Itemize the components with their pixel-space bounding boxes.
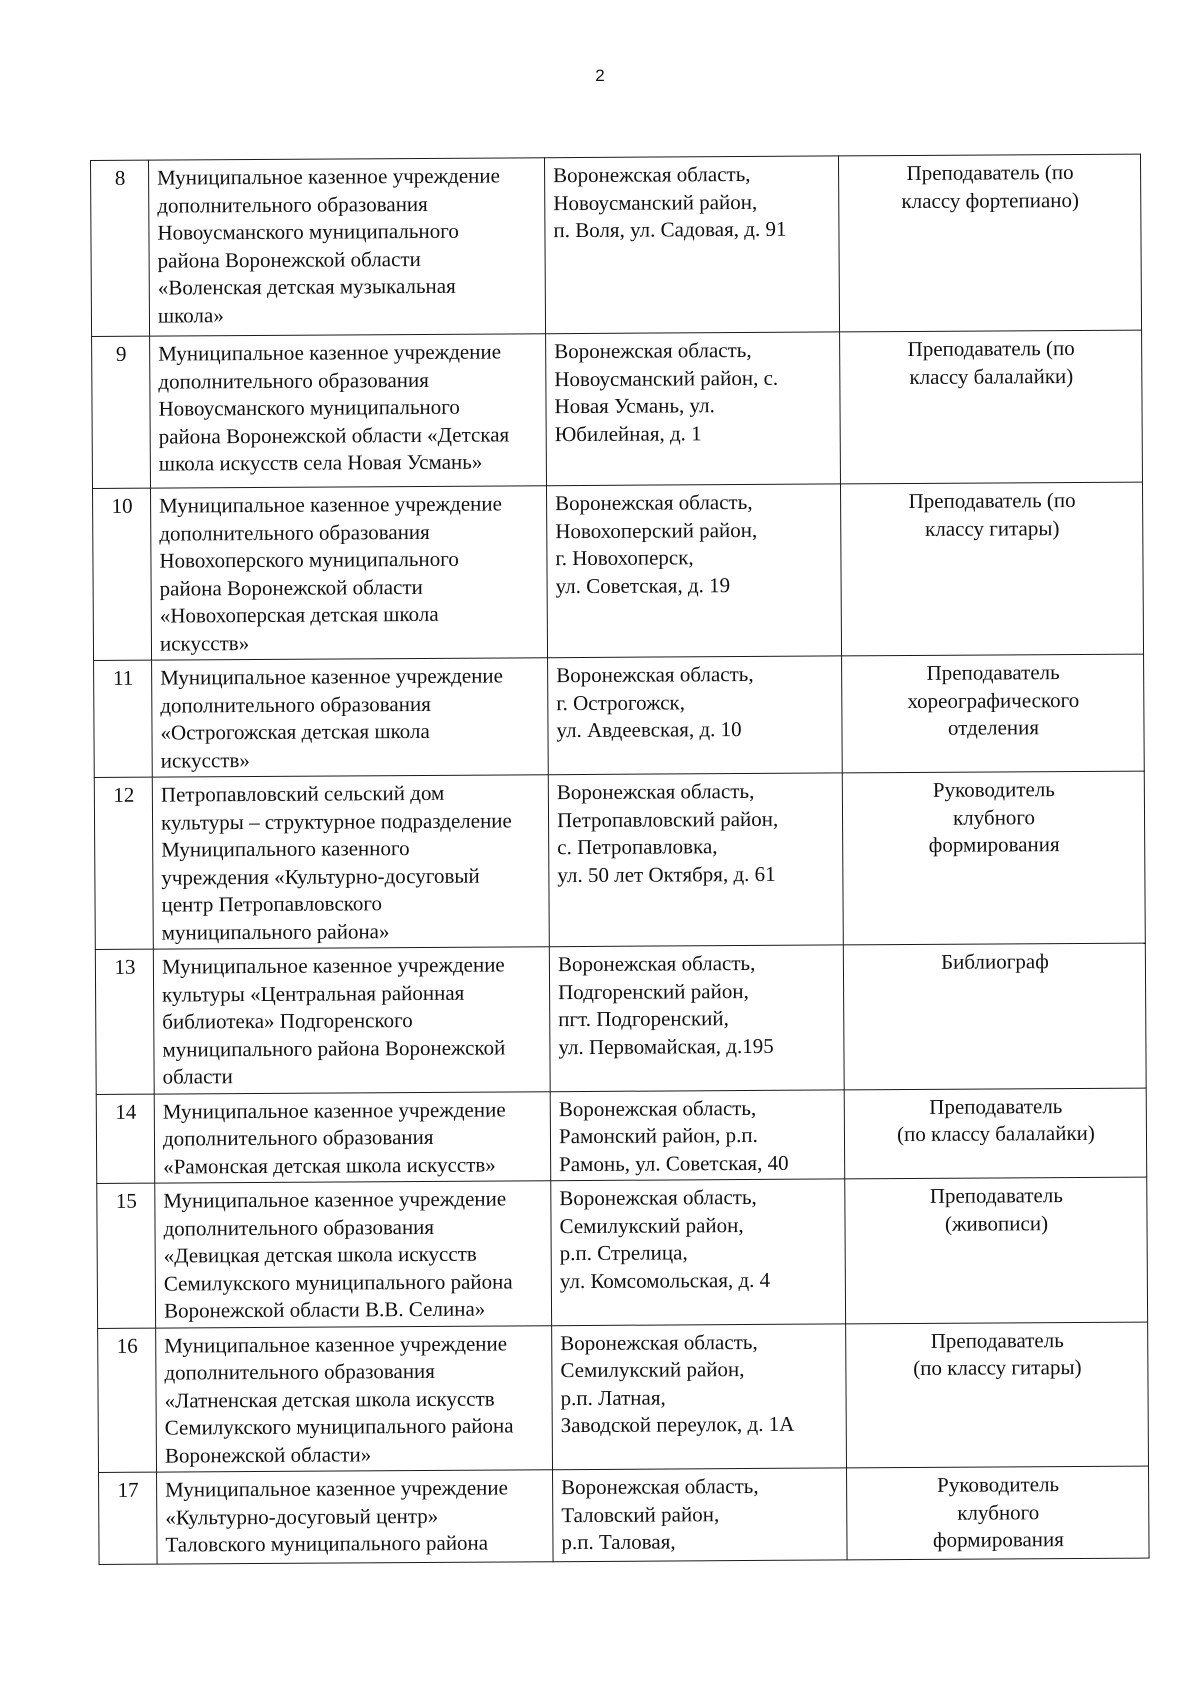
organization-address: Воронежская область, Семилукский район, р.п. Латная, Заводской переулок, д. 1А [552,1323,847,1469]
organization-address: Воронежская область, Новоусманский район, п. Воля, ул. Садовая, д. 91 [544,156,839,334]
organization-name: Муниципальное казенное учреждение культуры «Центральная районная библиотека» Подгоренского муниципального района Воронежской области [153,947,550,1094]
table-row [94,771,1145,949]
vacancy-position: Преподаватель (по классу гитары) [840,482,1143,656]
organization-name: Муниципальное казенное учреждение дополнительного образования Новохоперского муниципального района Воронежской области «Новохоперская детская школа искусств» [151,486,548,660]
table-row [94,654,1145,777]
row-number: 15 [97,1183,156,1328]
organization-address: Воронежская область, Семилукский район, р.п. Стрелица, ул. Комсомольская, д. 4 [551,1179,846,1325]
row-number: 13 [95,949,154,1094]
vacancy-position: Преподаватель (по классу балалайки) [844,1088,1147,1179]
vacancy-position: Руководитель клубного формирования [842,771,1145,945]
vacancy-position: Преподаватель (по классу гитары) [846,1322,1149,1468]
row-number: 11 [94,660,153,777]
row-number: 10 [93,488,152,660]
vacancy-position: Преподаватель (живописи) [845,1177,1148,1323]
table-row [98,1322,1149,1473]
organization-name: Муниципальное казенное учреждение дополнительного образования Новоусманского муниципального района Воронежской области «Воленская детская музыкальная школа» [149,158,546,336]
organization-name: Муниципальное казенное учреждение дополнительного образования «Латненская детская школа искусств Семилукского муниципального района Воронежской области» [156,1325,553,1472]
organization-address: Воронежская область, Петропавловский район, с. Петропавловка, ул. 50 лет Октября, д. 61 [548,773,843,947]
row-number: 17 [99,1472,158,1564]
table-row [96,1088,1147,1184]
organization-address: Воронежская область, г. Острогожск, ул. Авдеевская, д. 10 [548,656,843,775]
organization-name: Муниципальное казенное учреждение дополнительного образования «Острогожская детская школа искусств» [152,658,549,777]
vacancy-position: Преподаватель (по классу фортепиано) [838,154,1141,332]
vacancy-position: Преподаватель (по классу балалайки) [840,330,1143,484]
vacancy-position: Преподаватель хореографического отделения [842,654,1145,773]
table-row [92,330,1143,488]
row-number: 14 [96,1094,155,1184]
table-row [93,482,1144,660]
row-number: 16 [98,1328,157,1473]
table-row [99,1466,1150,1564]
page-number: 2 [595,66,605,85]
organization-address: Воронежская область, Таловский район, р.п. Таловая, [553,1468,848,1562]
table-row [91,154,1142,336]
organization-name: Муниципальное казенное учреждение дополнительного образования «Рамонская детская школа искусств» [154,1091,551,1183]
vacancy-position: Руководитель клубного формирования [847,1466,1150,1560]
organization-name: Муниципальное казенное учреждение дополнительного образования «Девицкая детская школа искусств Семилукского муниципального района Воронежской области В.В. Селина» [155,1181,552,1328]
organization-name: Муниципальное казенное учреждение «Культурно-досуговый центр» Таловского муниципального района [157,1470,554,1564]
table-row [95,943,1146,1094]
row-number: 9 [92,336,151,488]
organization-address: Воронежская область, Подгоренский район, пгт. Подгоренский, ул. Первомайская, д.195 [549,945,844,1091]
organizations-table [90,154,1150,1565]
vacancy-position: Библиограф [843,943,1146,1089]
row-number: 8 [91,160,150,336]
organization-name: Муниципальное казенное учреждение дополнительного образования Новоусманского муниципального района Воронежской области «Детская школа искусств села Новая Усмань» [150,334,547,488]
organization-address: Воронежская область, Новохоперский район, г. Новохоперск, ул. Советская, д. 19 [546,484,841,658]
organization-address: Воронежская область, Рамонский район, р.п. Рамонь, ул. Советская, 40 [550,1089,845,1180]
table-row [97,1177,1148,1328]
row-number: 12 [94,777,153,949]
organization-name: Петропавловский сельский дом культуры – структурное подразделение Муниципального казенного учреждения «Культурно-досуговый центр Петропавловского муниципального района» [152,775,549,949]
organization-address: Воронежская область, Новоусманский район, с. Новая Усмань, ул. Юбилейная, д. 1 [546,332,841,486]
